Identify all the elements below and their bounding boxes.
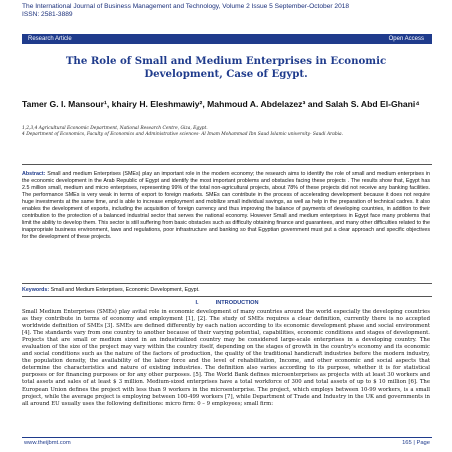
research-article-label: Research Article (28, 36, 72, 42)
divider-top (22, 164, 432, 165)
footer-page-number: 165 | Page (402, 440, 430, 446)
affiliation-2: 4 Department of Economics, Faculty of Economics and Administrative sciences- Al Imam Mohammad Ibn Saud Islamic university- Saudi Arabia. (22, 132, 344, 137)
section-heading (22, 300, 432, 306)
footer-website[interactable]: www.theijbmt.com (24, 440, 71, 446)
issn: ISSN: 2581-3889 (22, 11, 73, 18)
keywords-label: Keywords: (22, 287, 50, 293)
journal-name: The International Journal of Business Management and Technology, Volume 2 Issue 5 September-October 2018 (22, 3, 350, 10)
abstract (22, 171, 430, 241)
keywords (22, 287, 430, 294)
affiliation-1: 1,2,3,4 Agricultural Economic Department, National Research Centre, Giza, Egypt. (22, 126, 208, 131)
page-footer (22, 437, 432, 448)
article-type-band (22, 34, 432, 44)
abstract-label: Abstract: (22, 171, 46, 177)
abstract-text: Small and medium Enterprises (SMEs) play an important role in the modern economy; the research aims to identify the role of small and medium enterprises in the economic development in the Arab Republic of Egypt and identify the most important problems and obstacles facing these projects . The results show that, Egypt has 2.5 million small, medium and micro enterprises, representing 99% of the total non-agricultural projects, about 78% of these projects did not receive any banking facilities. The performance SMEs is very weak in terms of export to foreign markets. SMEs can contribute in the process of accelerating development because it does not require huge investments at the same time, and is able to increase employment and mobilize small individual savings, as well as help in the preparation of technical cadres. It also enables the development of exports, including the acquisition of foreign currency and thus improving the balance of payments of developing countries, in addition to their contribution to the protection of a balanced industrial sector that serves the national economy. However Small and medium enterprises in Egypt face many problems that limit the ability to develop them. This sector is still suffering from basic obstacles such as difficulty obtaining finance and guarantees, and many other difficulties related to the inappropriate business environment, laws and regulations, poor infrastructure and banking so that Egyptian government must put a clear approach and specific objectives for the development of these projects. (22, 171, 430, 241)
journal-header (22, 3, 442, 19)
affiliations (22, 126, 440, 138)
divider-mid (22, 283, 432, 284)
introduction-paragraph: Small Medium Enterprises (SMEs) play avital role in economic development of many countries around the world especially the developing countries as they contribute in terms of economy and employment [1], [2]. The study of SMEs requires a clear definition, currently there is no accepted worldwide definition of SMEs [3]. SMEs are defined differently by each nation according to its economic development phase and social environment [4]. The standards vary from one country to another because of their varying potential, capabilities, economic conditions and stages of development. Projects that are small or medium sized in an industrialized country may be considered large-scale enterprises in a developing country. The evaluation of the size of the project may vary within the country itself, depending on the stages of growth in the country's economy and its economic and social conditions such as the nature of the factors of production, the quality of the traditional handicraft industries before the modern industry, the population density, the availability of the labor force and the level of rehabilitation, Income, and other economic and social aspects that determine the characteristics and nature of existing industries. The definition also varies according to its purpose, whether it is for statistical purposes or for financing purposes or for any other purposes. [5]. The World Bank defines microenterprises as projects with at least 30 workers and total assets and sales of at least $ 3 million. Medium-sized enterprises have a total workforce of 300 and total assets of up to $ 10 million [6]. The European Union defines the project with less than 9 workers in the microenterprise. The project, which employs between 10-99 workers, is a small project, while the average project is employing between 100-499 workers [7], while Department of Trade and Industry in the UK and governments in all around EU usually uses the following definitions: micro firm: 0 – 9 employees; small firm: (22, 309, 430, 407)
paper-title: The Role of Small and Medium Enterprises in Economic Development, Case of Egypt. (65, 55, 387, 80)
author-list: Tamer G. I. Mansour¹, khairy H. Eleshmawiy², Mahmoud A. Abdelazez³ and Salah S. Abd El-Ghani⁴ (22, 99, 420, 109)
open-access-label: Open Access (388, 36, 424, 42)
section-number: I. (195, 300, 199, 306)
keywords-text: Small and Medium Enterprises, Economic Development, Egypt. (50, 287, 200, 293)
divider-bottom (22, 296, 432, 297)
section-title: INTRODUCTION (215, 300, 259, 306)
